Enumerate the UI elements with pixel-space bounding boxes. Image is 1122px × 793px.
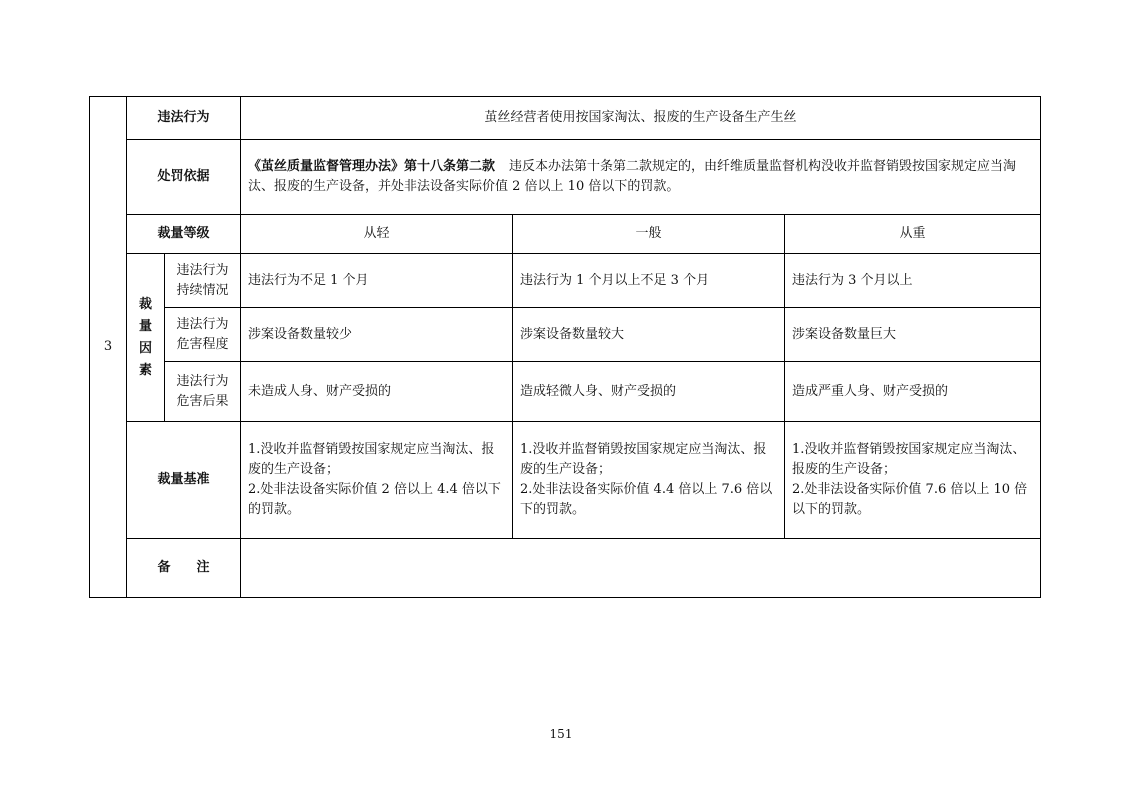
factors-label-char: 量 (138, 318, 152, 334)
standard-line: 2.处非法设备实际价值 4.4 倍以上 7.6 倍以下的罚款。 (520, 482, 773, 517)
penalty-basis-label: 处罚依据 (127, 140, 241, 215)
row-number-cell (90, 97, 127, 598)
factor-name-line: 违法行为 (176, 373, 229, 389)
penalty-basis-text: 违反本办法第十条第二款规定的，由纤维质量监督机构没收并监督销毁按国家规定应当淘汰、报废的生产设备，并处非法设备实际价值 2 倍以上 10 倍以下的罚款。 (248, 159, 1017, 194)
standard-line: 1.没收并监督销毁按国家规定应当淘汰、报废的生产设备； (792, 442, 1026, 477)
standard-normal (513, 422, 785, 539)
factors-label-char: 素 (138, 362, 152, 378)
factor-consequence-heavy: 造成严重人身、财产受损的 (785, 362, 1041, 422)
remarks-label-char: 备 (157, 560, 171, 575)
penalty-basis-law-title: 《茧丝质量监督管理办法》第十八条第二款 (248, 159, 496, 174)
factor-name-line: 违法行为 (176, 262, 229, 278)
standard-line: 1.没收并监督销毁按国家规定应当淘汰、报废的生产设备； (248, 442, 495, 477)
factor-consequence-light: 未造成人身、财产受损的 (241, 362, 513, 422)
standard-line: 2.处非法设备实际价值 7.6 倍以上 10 倍以下的罚款。 (792, 482, 1028, 517)
factor-name-line: 持续情况 (176, 282, 229, 298)
factors-label-char: 因 (138, 340, 152, 356)
penalty-basis-cell (241, 140, 1041, 215)
factor-severity-name (165, 308, 241, 362)
page-number: 151 (549, 727, 573, 741)
factor-consequence-name (165, 362, 241, 422)
factor-duration-name (165, 254, 241, 308)
level-normal: 一般 (513, 215, 785, 254)
factor-severity-normal: 涉案设备数量较大 (513, 308, 785, 362)
factor-duration-light: 违法行为不足 1 个月 (241, 254, 513, 308)
factor-name-line: 危害程度 (176, 336, 229, 352)
standard-heavy (785, 422, 1041, 539)
level-light: 从轻 (241, 215, 513, 254)
standard-line: 1.没收并监督销毁按国家规定应当淘汰、报废的生产设备； (520, 442, 767, 477)
factor-severity-light: 涉案设备数量较少 (241, 308, 513, 362)
remarks-label-char: 注 (196, 560, 210, 575)
factor-name-line: 违法行为 (176, 316, 229, 332)
discretion-standard-label: 裁量基准 (127, 422, 241, 539)
remarks-label (127, 539, 241, 598)
factor-severity-heavy: 涉案设备数量巨大 (785, 308, 1041, 362)
illegal-act-text: 茧丝经营者使用按国家淘汰、报废的生产设备生产生丝 (241, 97, 1041, 140)
factor-name-line: 危害后果 (176, 393, 229, 409)
remarks-cell (241, 539, 1041, 598)
level-heavy: 从重 (785, 215, 1041, 254)
factor-duration-heavy: 违法行为 3 个月以上 (785, 254, 1041, 308)
discretion-factors-label (127, 254, 165, 422)
penalty-discretion-table (89, 96, 1041, 598)
standard-light (241, 422, 513, 539)
factor-consequence-normal: 造成轻微人身、财产受损的 (513, 362, 785, 422)
factor-duration-normal: 违法行为 1 个月以上不足 3 个月 (513, 254, 785, 308)
row-number: 3 (103, 339, 113, 354)
standard-line: 2.处非法设备实际价值 2 倍以上 4.4 倍以下的罚款。 (248, 482, 501, 517)
discretion-level-label: 裁量等级 (127, 215, 241, 254)
factors-label-char: 裁 (138, 296, 152, 312)
illegal-act-label: 违法行为 (127, 97, 241, 140)
